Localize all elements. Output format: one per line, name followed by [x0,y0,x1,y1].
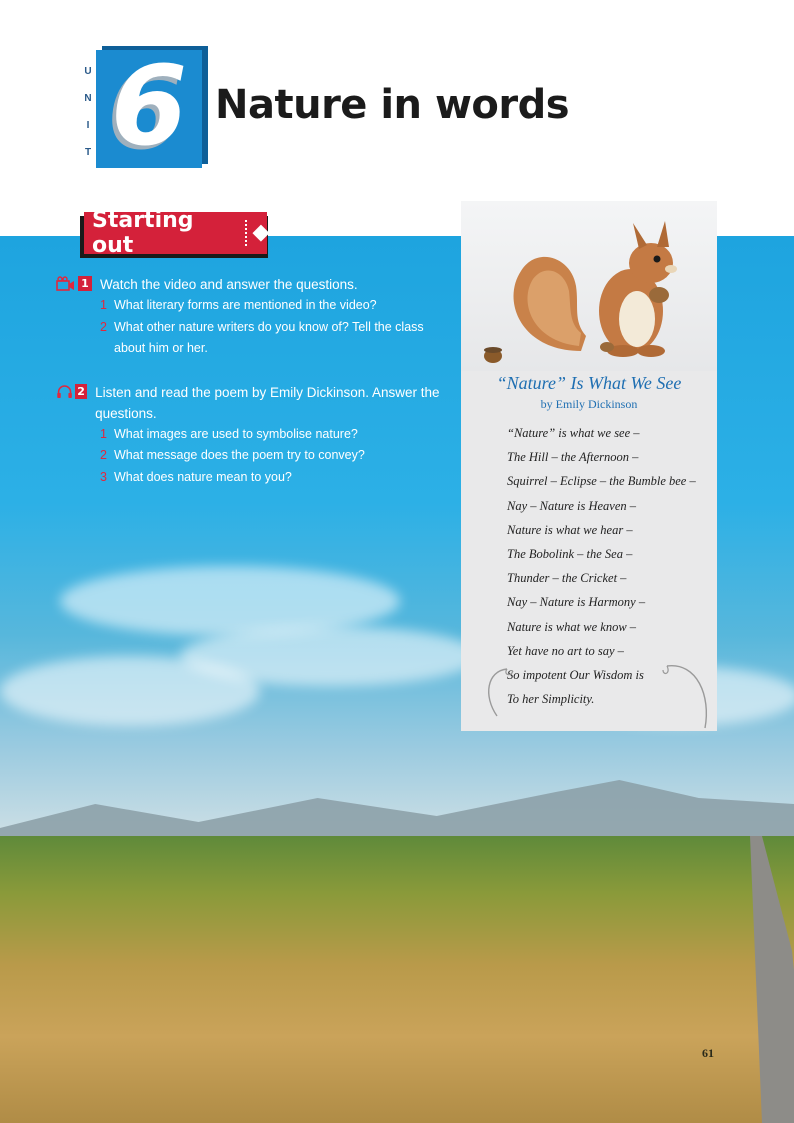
question [100,424,446,446]
question-number: 3 [100,469,107,484]
grass-field [0,836,794,1123]
headphones-icon [56,384,73,400]
question [100,317,446,360]
page-number: 61 [702,1046,714,1060]
question [100,445,446,467]
section-label-text: Starting out [92,208,194,258]
poem-line: Yet have no art to say – [507,643,624,658]
question-text: What literary forms are mentioned in the video? [114,298,377,312]
poem-line: To her Simplicity. [507,692,595,707]
poem-line: Nature is what we hear – [507,522,633,537]
question-number: 2 [100,448,107,462]
poem-line: Nature is what we know – [507,619,637,634]
exercise-instruction: Listen and read the poem by Emily Dickinson. Answer the questions. [95,384,440,421]
squirrel-icon [461,201,717,371]
poem-line: “Nature” is what we see – [507,426,640,440]
question-text: What other nature writers do you know of? Tell the class about him or her. [114,319,424,355]
flourish-right-icon [661,656,713,731]
question-text: What does nature mean to you? [114,469,292,484]
poem-author: by Emily Dickinson [540,397,638,411]
poem-line: Nay – Nature is Heaven – [507,498,637,513]
video-icon [56,276,76,292]
poem-line: The Hill – the Afternoon – [507,450,639,465]
poem-line: Thunder – the Cricket – [507,571,627,586]
unit-letter: U [84,66,92,77]
poem-card [461,201,717,731]
question [100,467,446,489]
squirrel-illustration [461,201,717,371]
question-text: What message does the poem try to convey? [114,448,365,462]
poem-line: Squirrel – Eclipse – the Bumble bee – [507,474,696,489]
page-title: Nature in words [215,82,570,128]
question-number: 2 [100,319,107,334]
cloud [0,656,260,726]
exercise-number: 2 [75,384,87,399]
unit-number-box [96,42,202,170]
poem-line: So impotent Our Wisdom is [507,667,644,682]
unit-letter: N [84,93,92,104]
question [100,295,446,317]
question-number: 1 [100,426,107,441]
section-label [84,208,267,258]
question-number: 1 [100,298,107,312]
exercise-2 [56,382,446,489]
unit-label [83,58,93,166]
poem-line: The Bobolink – the Sea – [507,546,633,561]
exercise-number: 1 [78,276,92,291]
exercise-instruction: Watch the video and answer the questions. [100,277,358,292]
poem-title: “Nature” Is What We See [496,373,682,393]
unit-letter: T [84,147,92,158]
exercise-1 [56,274,446,360]
question-text: What images are used to symbolise nature? [114,426,358,441]
exercises [56,274,446,510]
section-separator [245,220,247,246]
unit-letter: I [86,120,90,131]
unit-number: 6 [110,42,188,170]
flourish-left-icon [477,661,517,721]
poem-line: Nay – Nature is Harmony – [507,595,646,610]
